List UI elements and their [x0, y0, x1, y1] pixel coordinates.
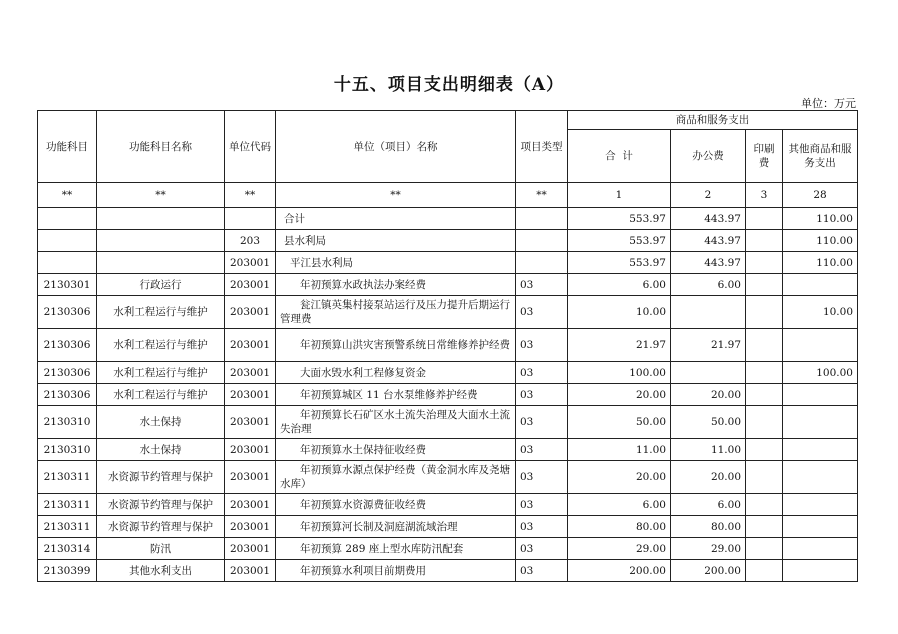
row-func-name: 水资源节约管理与保护 [97, 494, 225, 516]
project-expense-table [37, 110, 858, 582]
row-other [783, 274, 858, 296]
row-func-code: 2130314 [38, 538, 97, 560]
row-project-type: 03 [516, 406, 568, 439]
row-func-code: 2130310 [38, 439, 97, 461]
row-unit-code: 203001 [225, 296, 276, 329]
table-row [38, 329, 858, 362]
row-office: 80.00 [671, 516, 746, 538]
row-print [746, 494, 783, 516]
row-other: 110.00 [783, 208, 858, 230]
row-print [746, 362, 783, 384]
row-project-type: 03 [516, 461, 568, 494]
row-total: 553.97 [568, 208, 671, 230]
row-func-name: 水资源节约管理与保护 [97, 516, 225, 538]
row-func-name: 水资源节约管理与保护 [97, 461, 225, 494]
row-print [746, 329, 783, 362]
row-project-type: 03 [516, 384, 568, 406]
row-func-name: 行政运行 [97, 274, 225, 296]
row-unit-code: 203 [225, 230, 276, 252]
row-print [746, 230, 783, 252]
row-func-code: 2130306 [38, 329, 97, 362]
row-unit-code: 203001 [225, 494, 276, 516]
row-total: 100.00 [568, 362, 671, 384]
row-func-code: 2130310 [38, 406, 97, 439]
index-cell: 28 [783, 183, 858, 208]
row-other [783, 494, 858, 516]
row-other: 10.00 [783, 296, 858, 329]
table-row [38, 252, 858, 274]
row-other [783, 516, 858, 538]
row-project-type: 03 [516, 560, 568, 582]
table-row [38, 538, 858, 560]
row-project-type: 03 [516, 362, 568, 384]
row-unit-code: 203001 [225, 329, 276, 362]
row-unit-code: 203001 [225, 362, 276, 384]
row-unit-code: 203001 [225, 384, 276, 406]
row-func-code [38, 208, 97, 230]
row-project-type: 03 [516, 274, 568, 296]
row-project-name: 瓮江镇英集村接泵站运行及压力提升后期运行管理费 [276, 296, 516, 329]
row-print [746, 516, 783, 538]
row-other [783, 439, 858, 461]
row-project-name: 年初预算长石矿区水土流失治理及大面水土流失治理 [276, 406, 516, 439]
row-project-name: 县水利局 [276, 230, 516, 252]
index-row [38, 183, 858, 208]
table-row [38, 516, 858, 538]
row-print [746, 406, 783, 439]
row-unit-code: 203001 [225, 560, 276, 582]
row-func-code [38, 252, 97, 274]
row-office [671, 296, 746, 329]
row-unit-code [225, 208, 276, 230]
row-unit-code: 203001 [225, 516, 276, 538]
row-func-name: 水利工程运行与维护 [97, 296, 225, 329]
row-project-name: 年初预算水源点保护经费（黄金洞水库及尧塘水库） [276, 461, 516, 494]
row-func-name [97, 252, 225, 274]
row-total: 20.00 [568, 461, 671, 494]
row-func-code: 2130399 [38, 560, 97, 582]
row-office: 11.00 [671, 439, 746, 461]
row-other: 110.00 [783, 230, 858, 252]
row-project-type: 03 [516, 494, 568, 516]
page-title: 十五、项目支出明细表（A） [333, 75, 565, 95]
row-project-type: 03 [516, 296, 568, 329]
row-print [746, 538, 783, 560]
row-unit-code: 203001 [225, 274, 276, 296]
row-project-name: 年初预算山洪灾害预警系统日常维修养护经费 [276, 329, 516, 362]
row-total: 6.00 [568, 274, 671, 296]
row-office: 6.00 [671, 274, 746, 296]
table-row [38, 230, 858, 252]
row-other: 110.00 [783, 252, 858, 274]
row-project-type [516, 230, 568, 252]
table-row [38, 208, 858, 230]
row-func-name: 水土保持 [97, 439, 225, 461]
header-func-code: 功能科目 [38, 111, 97, 183]
row-func-code: 2130306 [38, 384, 97, 406]
row-func-name [97, 208, 225, 230]
row-print [746, 560, 783, 582]
row-func-name: 防汛 [97, 538, 225, 560]
row-office: 6.00 [671, 494, 746, 516]
row-project-name: 合计 [276, 208, 516, 230]
index-cell: ** [225, 183, 276, 208]
unit-label: 单位：万元 [801, 97, 856, 110]
header-other: 其他商品和服务支出 [783, 130, 858, 183]
row-other [783, 461, 858, 494]
index-cell: 2 [671, 183, 746, 208]
row-project-name: 平江县水利局 [276, 252, 516, 274]
row-office: 21.97 [671, 329, 746, 362]
row-project-name: 年初预算河长制及洞庭湖流域治理 [276, 516, 516, 538]
table-row [38, 274, 858, 296]
row-print [746, 296, 783, 329]
row-func-name [97, 230, 225, 252]
table-row [38, 296, 858, 329]
index-cell: ** [97, 183, 225, 208]
row-print [746, 461, 783, 494]
row-other [783, 406, 858, 439]
row-office: 20.00 [671, 384, 746, 406]
row-office [671, 362, 746, 384]
header-total: 合 计 [568, 130, 671, 183]
row-other [783, 329, 858, 362]
table-row [38, 560, 858, 582]
row-project-name: 年初预算 289 座上型水库防汛配套 [276, 538, 516, 560]
row-func-code: 2130306 [38, 296, 97, 329]
row-print [746, 439, 783, 461]
header-project-type: 项目类型 [516, 111, 568, 183]
row-total: 11.00 [568, 439, 671, 461]
row-print [746, 274, 783, 296]
row-project-name: 年初预算城区 11 台水泵维修养护经费 [276, 384, 516, 406]
table-row [38, 406, 858, 439]
row-other: 100.00 [783, 362, 858, 384]
row-unit-code: 203001 [225, 439, 276, 461]
row-func-name: 水土保持 [97, 406, 225, 439]
index-cell: ** [38, 183, 97, 208]
row-total: 6.00 [568, 494, 671, 516]
table-row [38, 494, 858, 516]
row-total: 50.00 [568, 406, 671, 439]
row-office: 29.00 [671, 538, 746, 560]
header-goods-services-group: 商品和服务支出 [568, 111, 858, 130]
index-cell: ** [276, 183, 516, 208]
row-office: 20.00 [671, 461, 746, 494]
header-unit-code: 单位代码 [225, 111, 276, 183]
row-func-name: 水利工程运行与维护 [97, 329, 225, 362]
header-unit-name: 单位（项目）名称 [276, 111, 516, 183]
row-total: 80.00 [568, 516, 671, 538]
row-other [783, 384, 858, 406]
row-project-name: 年初预算水土保持征收经费 [276, 439, 516, 461]
row-unit-code: 203001 [225, 252, 276, 274]
table-row [38, 362, 858, 384]
row-unit-code: 203001 [225, 406, 276, 439]
row-func-code: 2130301 [38, 274, 97, 296]
row-func-code: 2130306 [38, 362, 97, 384]
row-total: 200.00 [568, 560, 671, 582]
index-cell: ** [516, 183, 568, 208]
row-project-name: 年初预算水资源费征收经费 [276, 494, 516, 516]
row-unit-code: 203001 [225, 538, 276, 560]
row-project-name: 大面水毁水利工程修复资金 [276, 362, 516, 384]
header-office: 办公费 [671, 130, 746, 183]
table-row [38, 384, 858, 406]
index-cell: 3 [746, 183, 783, 208]
table-row [38, 461, 858, 494]
row-func-code: 2130311 [38, 461, 97, 494]
row-total: 553.97 [568, 230, 671, 252]
row-office: 443.97 [671, 208, 746, 230]
row-func-code: 2130311 [38, 494, 97, 516]
row-total: 20.00 [568, 384, 671, 406]
row-project-type [516, 208, 568, 230]
row-total: 21.97 [568, 329, 671, 362]
table-row [38, 439, 858, 461]
row-project-type [516, 252, 568, 274]
row-unit-code: 203001 [225, 461, 276, 494]
row-project-type: 03 [516, 538, 568, 560]
row-print [746, 252, 783, 274]
row-total: 29.00 [568, 538, 671, 560]
row-func-name: 水利工程运行与维护 [97, 362, 225, 384]
header-func-name: 功能科目名称 [97, 111, 225, 183]
row-office: 50.00 [671, 406, 746, 439]
row-func-code: 2130311 [38, 516, 97, 538]
row-func-name: 其他水利支出 [97, 560, 225, 582]
row-print [746, 208, 783, 230]
row-total: 553.97 [568, 252, 671, 274]
row-project-type: 03 [516, 439, 568, 461]
row-office: 443.97 [671, 252, 746, 274]
row-project-type: 03 [516, 329, 568, 362]
row-office: 443.97 [671, 230, 746, 252]
row-project-name: 年初预算水利项目前期费用 [276, 560, 516, 582]
index-cell: 1 [568, 183, 671, 208]
row-office: 200.00 [671, 560, 746, 582]
row-project-type: 03 [516, 516, 568, 538]
row-print [746, 384, 783, 406]
row-other [783, 538, 858, 560]
row-project-name: 年初预算水政执法办案经费 [276, 274, 516, 296]
row-total: 10.00 [568, 296, 671, 329]
row-other [783, 560, 858, 582]
row-func-name: 水利工程运行与维护 [97, 384, 225, 406]
header-print: 印刷费 [746, 130, 783, 183]
row-func-code [38, 230, 97, 252]
